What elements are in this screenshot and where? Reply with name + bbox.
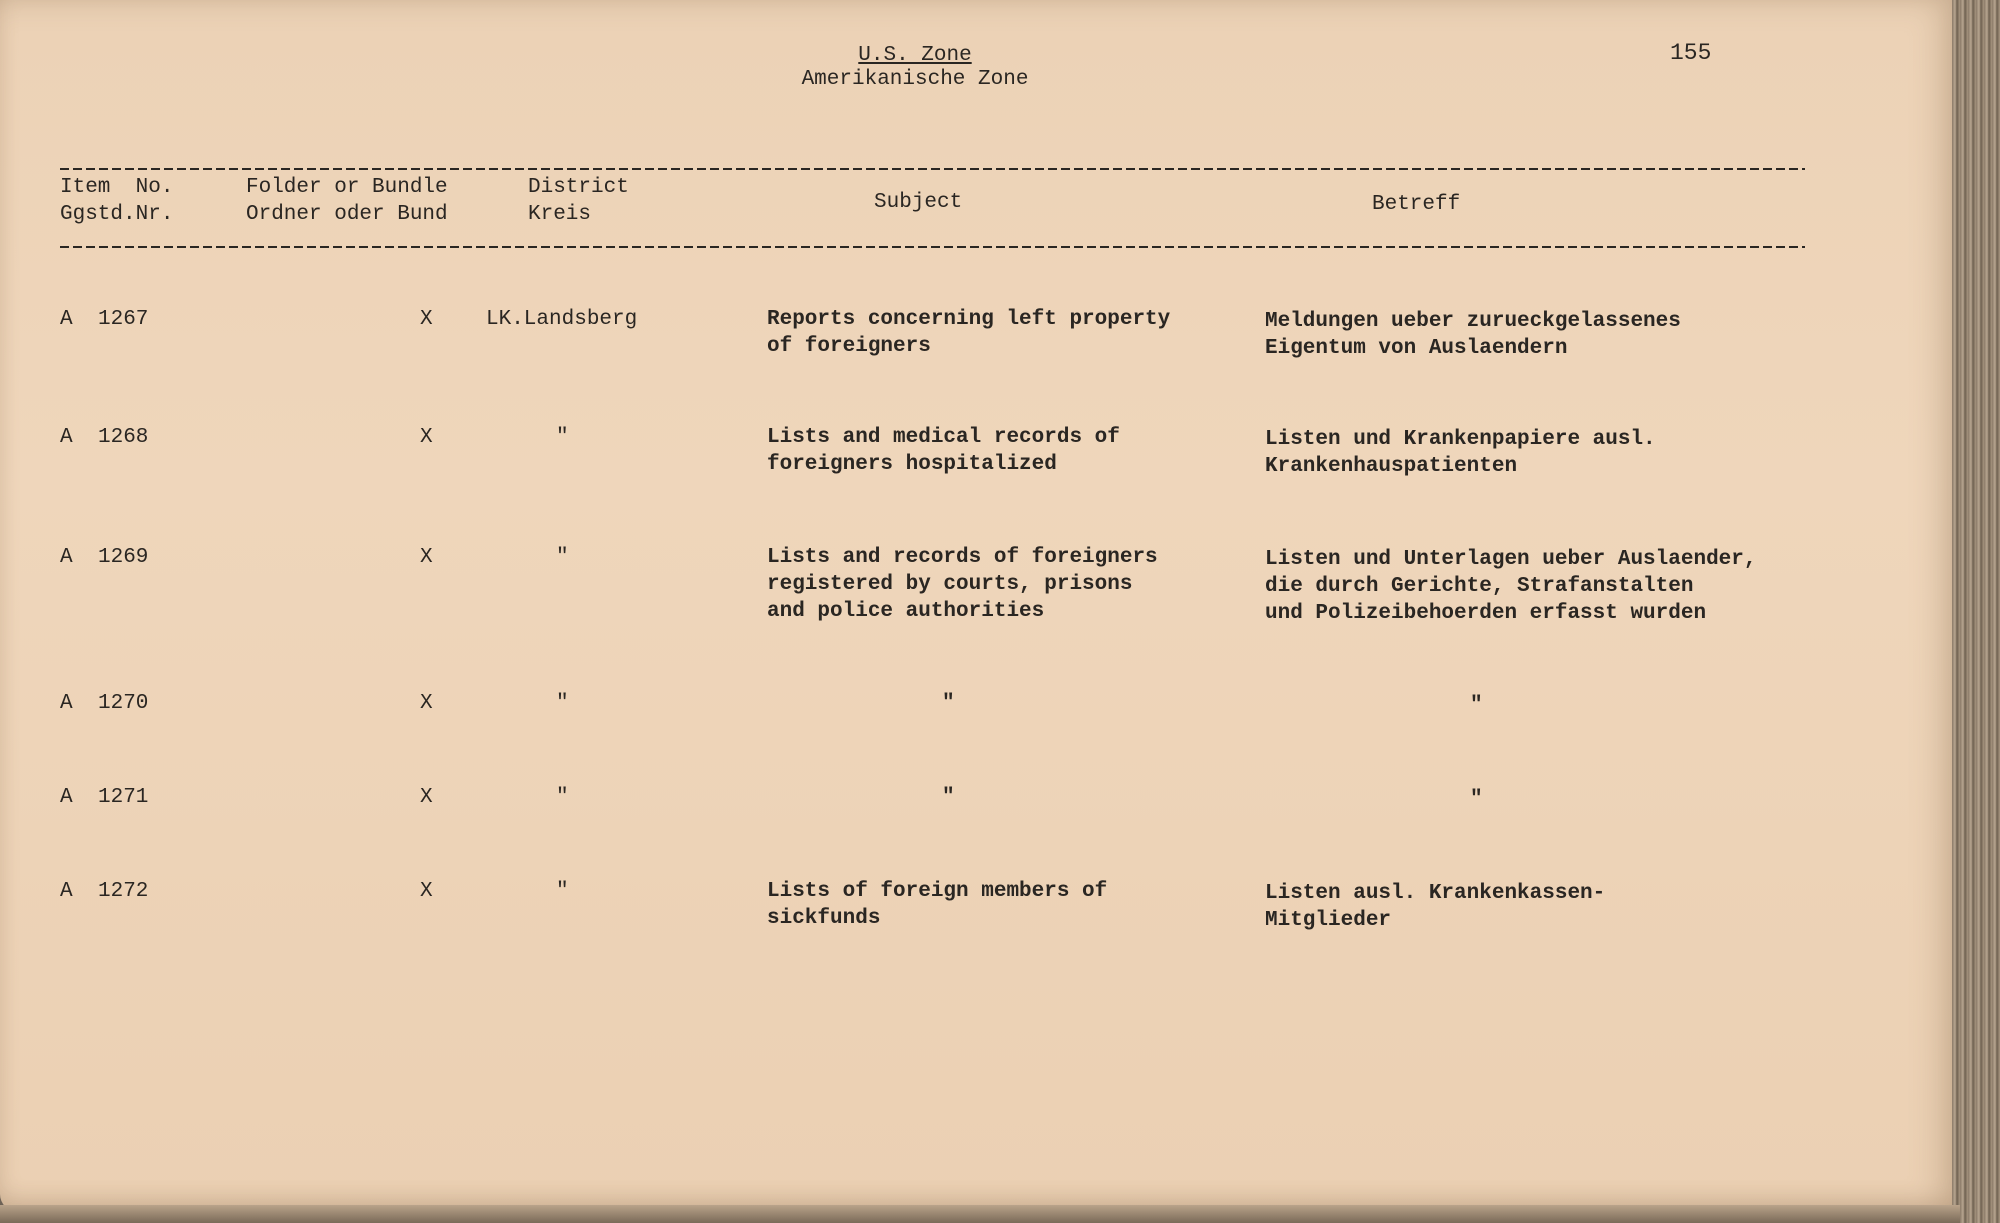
- column-header-betreff: Betreff: [1372, 193, 1461, 216]
- column-header-folder: [246, 174, 448, 228]
- column-header-folder-en: Folder or Bundle: [246, 176, 448, 199]
- district-value: ": [556, 880, 569, 903]
- folder-mark: X: [420, 692, 433, 715]
- folder-mark: X: [420, 546, 433, 569]
- column-header-item-en: Item No.: [60, 176, 174, 199]
- column-header-folder-de: Ordner oder Bund: [246, 203, 448, 226]
- zone-title: U.S. Zone: [858, 44, 972, 67]
- item-number: 1267: [98, 308, 149, 331]
- district-value: ": [556, 546, 569, 569]
- item-number: 1268: [98, 426, 149, 449]
- page-number: 155: [1670, 40, 1712, 66]
- page-header: [780, 44, 1050, 92]
- column-header-item-de: Ggstd.Nr.: [60, 203, 174, 226]
- column-header-item: [60, 174, 173, 228]
- folder-mark: X: [420, 426, 433, 449]
- betreff-text: ": [1470, 694, 1483, 717]
- district-value: ": [556, 786, 569, 809]
- district-value: ": [556, 692, 569, 715]
- item-prefix: A: [60, 880, 73, 903]
- subject-text: Lists and records of foreigners registered by courts, prisons and police authorities: [767, 546, 1158, 623]
- column-header-district-en: District: [528, 176, 629, 199]
- folder-mark: X: [420, 308, 433, 331]
- subject-text: ": [942, 692, 955, 715]
- column-header-subject: Subject: [874, 191, 963, 214]
- subject-text: ": [942, 786, 955, 809]
- item-prefix: A: [60, 308, 73, 331]
- zone-subtitle: Amerikanische Zone: [801, 68, 1029, 91]
- betreff-text: Listen und Unterlagen ueber Auslaender, die durch Gerichte, Strafanstalten und Polizeibehoerden erfasst wurden: [1265, 548, 1757, 625]
- subject-text: Reports concerning left property of foreigners: [767, 308, 1171, 358]
- column-header-district: [528, 174, 629, 228]
- page-bottom-edge: [0, 1205, 1960, 1223]
- book-binding: [1952, 0, 2000, 1223]
- folder-mark: X: [420, 786, 433, 809]
- folder-mark: X: [420, 880, 433, 903]
- betreff-text: Meldungen ueber zurueckgelassenes Eigentum von Auslaendern: [1265, 310, 1681, 360]
- betreff-text: Listen und Krankenpapiere ausl. Krankenhauspatienten: [1265, 428, 1656, 478]
- district-value: LK.Landsberg: [486, 308, 638, 331]
- item-number: 1269: [98, 546, 149, 569]
- item-prefix: A: [60, 546, 73, 569]
- subject-text: Lists of foreign members of sickfunds: [767, 880, 1108, 930]
- district-value: ": [556, 426, 569, 449]
- item-number: 1270: [98, 692, 149, 715]
- item-prefix: A: [60, 786, 73, 809]
- item-number: 1272: [98, 880, 149, 903]
- column-header-district-de: Kreis: [528, 203, 592, 226]
- betreff-text: ": [1470, 788, 1483, 811]
- betreff-text: Listen ausl. Krankenkassen- Mitglieder: [1265, 882, 1606, 932]
- top-rule: [60, 168, 1805, 170]
- item-number: 1271: [98, 786, 149, 809]
- item-prefix: A: [60, 692, 73, 715]
- subject-text: Lists and medical records of foreigners hospitalized: [767, 426, 1120, 476]
- item-prefix: A: [60, 426, 73, 449]
- header-rule: [60, 246, 1805, 248]
